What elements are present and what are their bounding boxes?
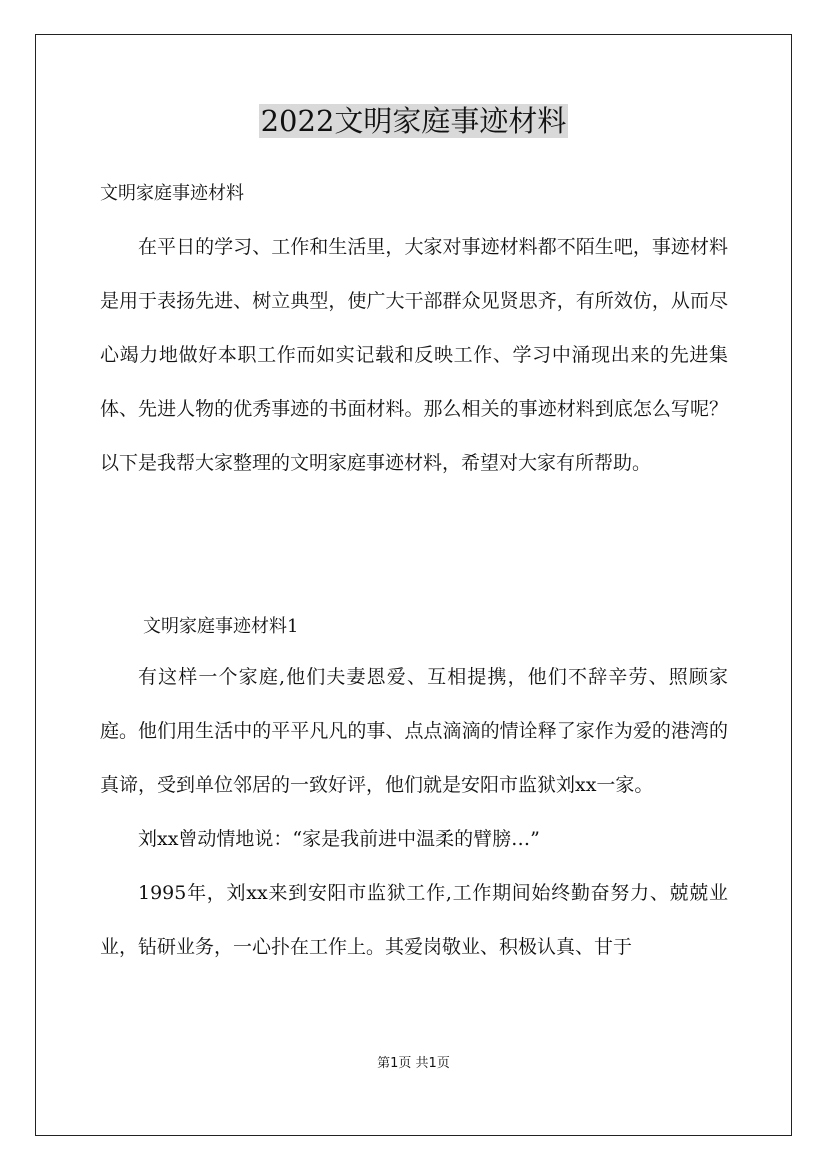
page-footer: 第1页 共1页 [377, 1056, 450, 1071]
paragraph-2: 刘xx曾动情地说：“家是我前进中温柔的臂膀…” [138, 828, 540, 850]
section-body [100, 650, 728, 974]
intro-paragraph: 在平日的学习、工作和生活里，大家对事迹材料都不陌生吧，事迹材料是用于表扬先进、树立典型，使广大干部群众见贤思齐，有所效仿，从而尽心竭力地做好本职工作而如实记载和反映工作、学习中涌现出来的先进集体、先进人物的优秀事迹的书面材料。那么相关的事迹材料到底怎么写呢？以下是我帮大家整理的文明家庭事迹材料，希望对大家有所帮助。 [100, 236, 728, 474]
paragraph-1: 有这样一个家庭,他们夫妻恩爱、互相提携，他们不辞辛劳、照顾家庭。他们用生活中的平平凡凡的事、点点滴滴的情诠释了家作为爱的港湾的真谛，受到单位邻居的一致好评，他们就是安阳市监狱刘xx一家。 [100, 666, 728, 796]
section-title: 文明家庭事迹材料1 [143, 616, 299, 637]
document-heading: 文明家庭事迹材料 [100, 183, 244, 204]
intro-section [100, 220, 728, 490]
document-title [0, 100, 827, 142]
paragraph-3: 1995年，刘xx来到安阳市监狱工作,工作期间始终勤奋努力、兢兢业业，钻研业务，一心扑在工作上。其爱岗敬业、积极认真、甘于 [100, 882, 728, 958]
title-text: 2022文明家庭事迹材料 [260, 104, 567, 138]
